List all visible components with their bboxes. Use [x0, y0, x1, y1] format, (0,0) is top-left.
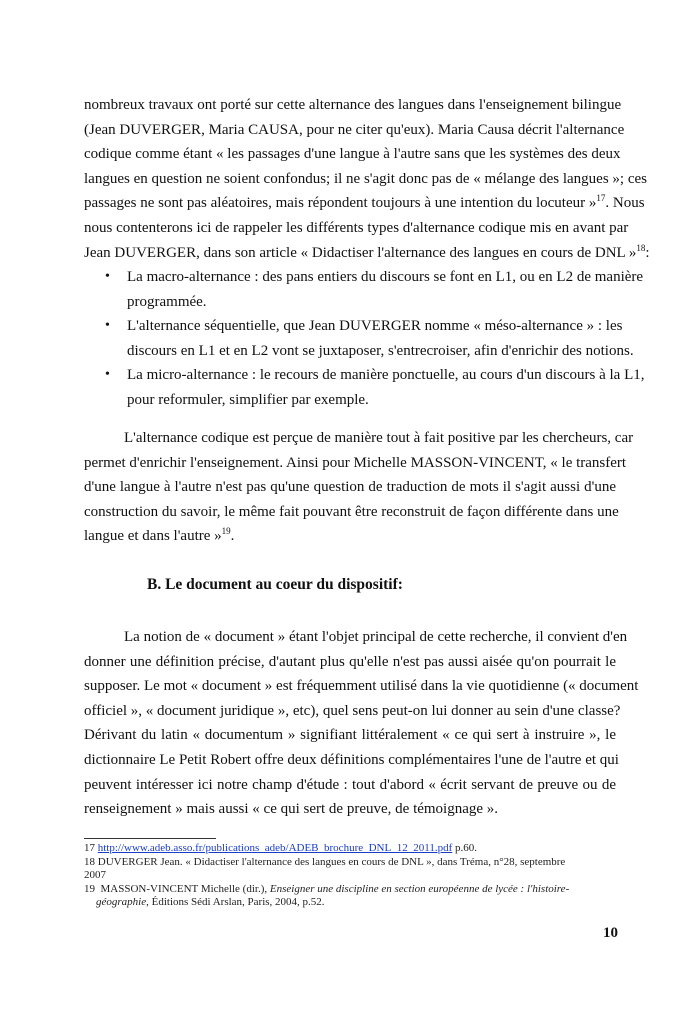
- footnote-number: 18: [84, 855, 95, 868]
- text-line: programmée.: [127, 293, 207, 310]
- text-line: [84, 191, 645, 216]
- text: , Éditions Sédi Arslan, Paris, 2004, p.52.: [146, 896, 325, 908]
- book-title: géographie: [96, 896, 147, 908]
- text-line: La micro-alternance : le recours de manière ponctuelle, au cours d'un discours à la L1,: [127, 367, 645, 384]
- text: langue et dans l'autre »: [84, 528, 222, 545]
- bullet-icon: •: [105, 367, 110, 383]
- page-number: 10: [603, 925, 618, 941]
- book-title: Enseigner une discipline en section européenne de lycée : l'histoire-: [269, 882, 570, 895]
- text-line: La notion de « document » étant l'objet principal de cette recherche, il convient d'en: [124, 629, 628, 645]
- footnote-ref-17: 17: [596, 193, 606, 204]
- list-item: [105, 265, 644, 314]
- text-line: L'alternance codique est perçue de manière tout à fait positive par les chercheurs, car: [124, 430, 634, 446]
- text: passages ne sont pas aléatoires, mais répondent toujours à une intention du locuteur »: [84, 195, 597, 212]
- bullet-icon: •: [105, 318, 110, 334]
- text-line: dictionnaire Le Petit Robert offre deux définitions complémentaires l'une de l'autre et qui: [84, 751, 619, 768]
- text-line: peuvent intéresser ici notre champ d'étude : tout d'abord « écrit servant de preuve ou de: [84, 776, 616, 793]
- bullet-icon: •: [105, 269, 110, 284]
- text-line: La macro-alternance : des pans entiers du discours se font en L1, ou en L2 de manière: [127, 269, 644, 285]
- list-item: [105, 363, 645, 412]
- text: :: [645, 244, 650, 261]
- footnote-19: [84, 883, 616, 910]
- text-line: L'alternance séquentielle, que Jean DUVERGER nomme « méso-alternance » : les: [127, 318, 623, 335]
- text-line: officiel », « document juridique », etc), quel sens peut-on lui donner au sein d'une classe?: [84, 702, 621, 719]
- text-line: nous contenterons ici de rappeler les différents types d'alternance codique mis en avant par: [84, 219, 629, 236]
- bullet-list: [105, 265, 645, 413]
- text-line: discours en L1 et en L2 vont se juxtaposer, s'entrecroiser, afin d'enrichir des notions.: [127, 342, 634, 359]
- text: 2007: [84, 869, 106, 881]
- footnote-ref-18: 18: [636, 242, 646, 253]
- text-line: supposer. Le mot « document » est fréquemment utilisé dans la vie quotidienne (« document: [84, 678, 639, 695]
- footnote-17: [84, 842, 616, 856]
- footnote-link[interactable]: http://www.adeb.asso.fr/publications_adeb/ADEB_brochure_DNL_12_2011.pdf: [97, 842, 453, 854]
- text-line: d'une langue à l'autre n'est pas qu'une question de traduction de mots il s'agit aussi d'une: [84, 479, 616, 496]
- text: MASSON-VINCENT Michelle (dir.),: [100, 882, 270, 895]
- text-line: pour reformuler, simplifier par exemple.: [127, 391, 369, 408]
- text-line: [84, 241, 650, 266]
- text-line: codique comme étant « les passages d'une langue à l'autre sans que les systèmes des deux: [84, 146, 621, 163]
- text: DUVERGER Jean. « Didactiser l'alternance des langues en cours de DNL », dans Tréma, n°28, septembre: [97, 855, 566, 868]
- list-item: [105, 314, 634, 363]
- text-line: construction du savoir, le même fait pouvant être reconstruit de façon différente dans une: [84, 503, 619, 520]
- text-line: Dérivant du latin « documentum » signifiant littéralement « ce qui sert à instruire », le: [84, 727, 616, 744]
- footnote-18: [84, 856, 616, 883]
- text: . Nous: [605, 195, 645, 212]
- paragraph-3: [84, 625, 639, 822]
- footnotes: [84, 842, 616, 910]
- text-line: [84, 524, 616, 549]
- paragraph-1: [84, 93, 650, 265]
- text-line: renseignement » mais aussi « ce qui sert de preuve, de témoignage ».: [84, 801, 499, 818]
- text-line: permet d'enrichir l'enseignement. Ainsi pour Michelle MASSON-VINCENT, « le transfert: [84, 454, 627, 471]
- text: p.60.: [452, 842, 477, 854]
- paragraph-2: [84, 426, 634, 549]
- footnote-number: 19: [84, 882, 95, 895]
- footnote-ref-19: 19: [221, 526, 231, 537]
- section-heading: B. Le document au coeur du dispositif:: [147, 576, 403, 593]
- text-line: (Jean DUVERGER, Maria CAUSA, pour ne citer qu'eux). Maria Causa décrit l'alternance: [84, 121, 625, 138]
- footnote-number: 17: [84, 842, 95, 854]
- text-line: donner une définition précise, d'autant plus qu'elle n'est pas aussi aisée qu'on pourrait le: [84, 653, 616, 670]
- text-line: langues en question ne soient confondus; il ne s'agit donc pas de « mélange des langues »; ces: [84, 170, 647, 187]
- text: .: [230, 528, 235, 545]
- text: Jean DUVERGER, dans son article « Didactiser l'alternance des langues en cours de DNL »: [84, 244, 637, 261]
- footnote-separator: [84, 838, 216, 839]
- text-line: nombreux travaux ont porté sur cette alternance des langues dans l'enseignement bilingue: [84, 97, 622, 113]
